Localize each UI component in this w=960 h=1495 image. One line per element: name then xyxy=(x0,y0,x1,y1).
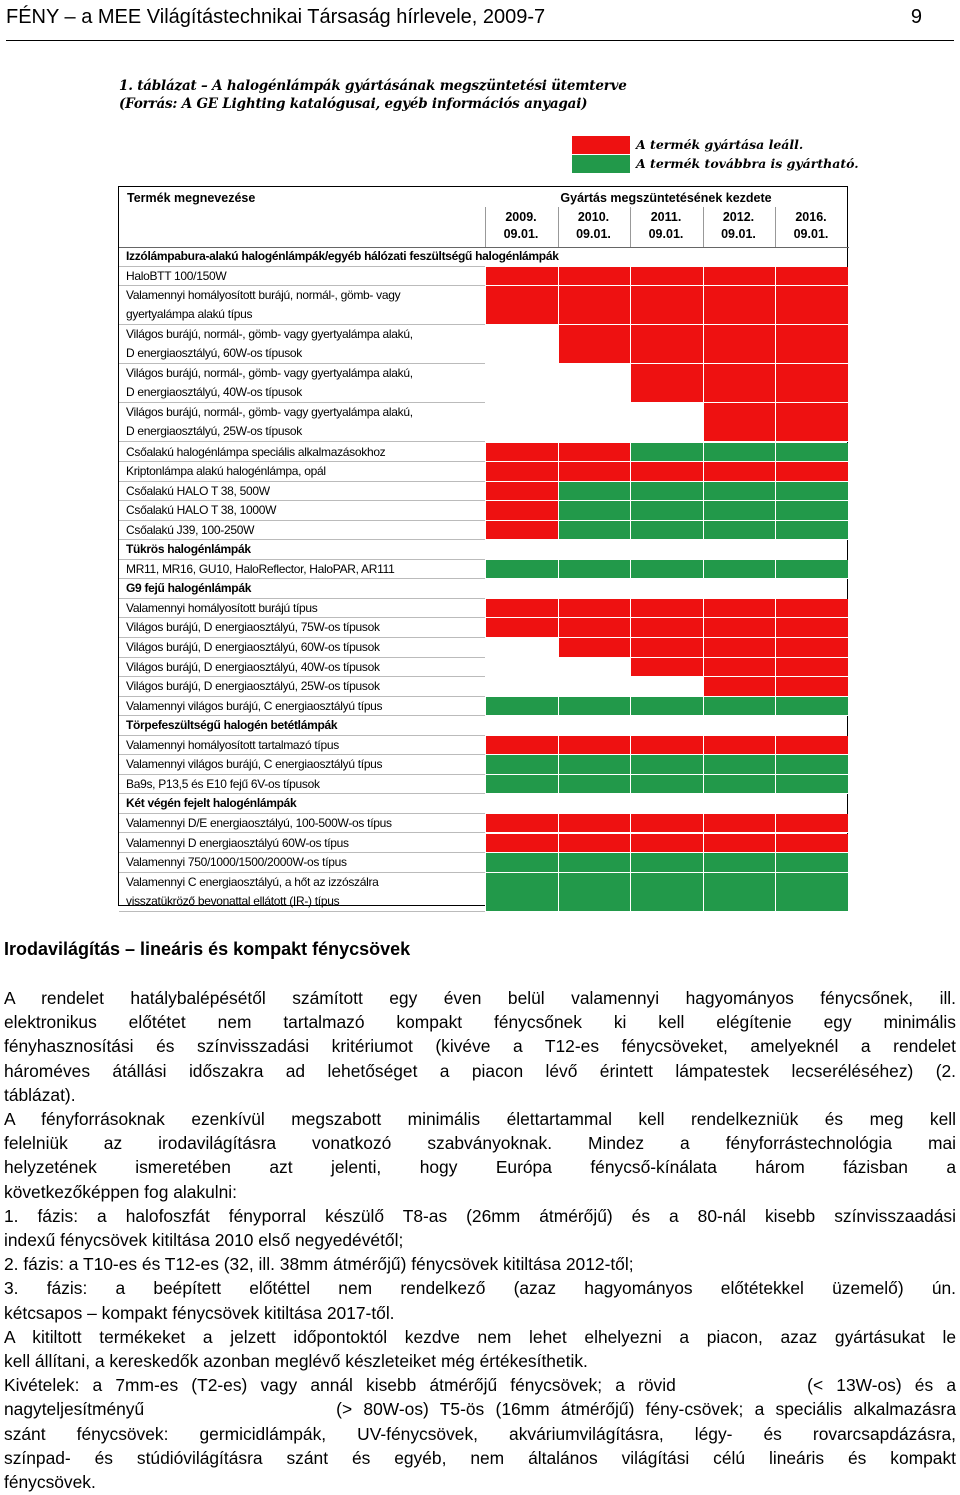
row-label-line: Valamennyi homályosított burájú, normál-, gömb- vagy xyxy=(126,288,401,303)
paragraph-line: Kivételek: a 7mm-es (T2-es) vagy annál kisebb átmérőjű fénycsövek; a rövid (< 13W-os) és a xyxy=(4,1375,956,1396)
row-label xyxy=(126,325,478,364)
phase-out-table xyxy=(118,186,848,906)
row-label xyxy=(126,403,478,442)
cell-discontinued xyxy=(703,462,776,482)
row-label xyxy=(126,540,478,560)
cell-discontinued xyxy=(703,286,776,325)
cell-discontinued xyxy=(630,736,703,756)
cell-continued xyxy=(703,853,776,873)
row-label xyxy=(126,579,478,599)
cell-discontinued xyxy=(630,462,703,482)
cell-empty xyxy=(485,325,558,364)
cell-discontinued xyxy=(703,364,776,403)
row-label xyxy=(126,267,478,287)
row-label-line: Valamennyi D energiaosztályú 60W-os típus xyxy=(126,835,349,850)
row-label xyxy=(126,560,478,580)
row-label xyxy=(126,462,478,482)
year-header-line: 2012. xyxy=(722,210,755,224)
row-label-line: Világos burájú, D energiaosztályú, 40W-os típusok xyxy=(126,659,380,674)
paragraph-line: 1. fázis: a halofoszfát fényporral készülő T8-as (26mm átmérőjű) és a 80-nál kisebb színvisszaadási xyxy=(4,1205,956,1226)
cell-discontinued xyxy=(485,521,558,541)
paragraph-line: fényhasznosítási és színvisszadási kritériumot (kivéve a T12-es fénycsöveket, amelyeknél a rendelet xyxy=(4,1036,956,1057)
row-label-line: MR11, MR16, GU10, HaloReflector, HaloPAR, AR111 xyxy=(126,561,395,576)
cell-continued xyxy=(703,560,776,580)
cell-discontinued xyxy=(630,834,703,854)
cell-continued xyxy=(558,482,631,502)
row-label xyxy=(126,736,478,756)
cell-continued xyxy=(703,697,776,717)
table-row xyxy=(119,775,849,795)
row-label xyxy=(126,501,478,521)
table-row xyxy=(119,814,849,834)
cell-discontinued xyxy=(775,267,848,287)
year-header xyxy=(558,209,630,243)
cell-continued xyxy=(630,482,703,502)
paragraph-line: felelniük az irodavilágításra vonatkozó szabványoknak. Mindez a fényforrástechnológia mai xyxy=(4,1133,956,1154)
cell-discontinued xyxy=(630,814,703,834)
row-label xyxy=(126,775,478,795)
row-label xyxy=(126,618,478,638)
cell-discontinued xyxy=(485,286,558,325)
cell-discontinued xyxy=(703,325,776,364)
row-label xyxy=(126,521,478,541)
year-header-line: 2009. xyxy=(505,210,537,224)
row-label-line: Valamennyi világos burájú, C energiaosztályú típus xyxy=(126,757,383,772)
cell-continued xyxy=(703,873,776,912)
year-header xyxy=(703,209,775,243)
cell-discontinued xyxy=(775,618,848,638)
cell-continued xyxy=(630,853,703,873)
paragraph-line: indexű fénycsövek kitiltása 2010 első negyedévétől; xyxy=(4,1229,404,1250)
cell-continued xyxy=(703,501,776,521)
cell-discontinued xyxy=(558,834,631,854)
table-source: (Forrás: A GE Lighting katalógusai, egyéb információs anyagai) xyxy=(119,96,588,112)
cell-discontinued xyxy=(558,638,631,658)
cell-discontinued xyxy=(703,599,776,619)
product-name-header: Termék megnevezése xyxy=(127,191,256,205)
paragraph-line: szánt fénycsövek: germicidlámpák, UV-fénycsövek, akváriumvilágításra, légy- és rovarcsapdázásra, xyxy=(4,1423,956,1444)
cell-discontinued xyxy=(485,736,558,756)
cell-continued xyxy=(775,755,848,775)
year-header-line: 09.01. xyxy=(793,227,829,241)
row-label xyxy=(126,247,559,267)
paragraph-line: kell állítani, a kereskedők azonban meglévő készleteiket még értékesíthetik. xyxy=(4,1350,588,1371)
cell-continued xyxy=(485,755,558,775)
table-row xyxy=(119,853,849,873)
paragraph-line: színpad- és stúdióvilágításra szánt és egyéb, nem általános világítási célú lineáris és kompakt xyxy=(4,1447,956,1468)
newsletter-title: FÉNY – a MEE Világítástechnikai Társaság hírlevele, 2009-7 xyxy=(6,6,546,28)
cell-continued xyxy=(630,755,703,775)
year-header-line: 09.01. xyxy=(503,227,539,241)
cell-continued xyxy=(630,775,703,795)
cell-discontinued xyxy=(485,834,558,854)
row-label-line: Világos burájú, normál-, gömb- vagy gyertyalámpa alakú, xyxy=(126,405,413,420)
year-header-line: 09.01. xyxy=(576,227,611,241)
paragraph-line: 3. fázis: a beépített előtéttel nem rendelkező (azaz hagyományos előtétekkel üzemelő) ún. xyxy=(4,1278,956,1299)
cell-discontinued xyxy=(630,618,703,638)
row-label xyxy=(126,814,478,834)
cell-discontinued xyxy=(485,618,558,638)
paragraph xyxy=(4,1204,956,1252)
cell-discontinued xyxy=(703,658,776,678)
row-label-line: D energiaosztályú, 25W-os típusok xyxy=(126,424,302,439)
year-header xyxy=(775,209,847,243)
paragraph-line: fénycsövek. xyxy=(4,1471,96,1492)
cell-empty xyxy=(485,403,558,442)
row-label xyxy=(126,482,478,502)
cell-continued xyxy=(775,482,848,502)
cell-continued xyxy=(558,755,631,775)
page-header xyxy=(6,2,954,41)
table-row xyxy=(119,560,849,580)
cell-continued xyxy=(485,853,558,873)
cell-continued xyxy=(703,775,776,795)
cell-discontinued xyxy=(558,599,631,619)
year-header xyxy=(485,209,557,243)
cell-discontinued xyxy=(703,638,776,658)
row-label-line: HaloBTT 100/150W xyxy=(126,268,227,283)
row-label-line: Kriptonlámpa alakú halogénlámpa, opál xyxy=(126,464,326,479)
legend-swatch xyxy=(572,136,630,154)
cell-discontinued xyxy=(775,658,848,678)
table-row xyxy=(119,501,849,521)
table-row xyxy=(119,325,849,364)
row-label xyxy=(126,599,478,619)
row-label-line: Valamennyi D/E energiaosztályú, 100-500W-os típus xyxy=(126,815,392,830)
cell-discontinued xyxy=(485,599,558,619)
table-section-row xyxy=(119,540,849,560)
cell-discontinued xyxy=(775,325,848,364)
cell-discontinued xyxy=(775,677,848,697)
cell-continued xyxy=(775,775,848,795)
paragraph-line: kétcsapos – kompakt fénycsövek kitiltása 2017-től. xyxy=(4,1302,395,1323)
cell-discontinued xyxy=(630,267,703,287)
cell-continued xyxy=(630,521,703,541)
legend-label: A termék gyártása leáll. xyxy=(636,137,804,152)
paragraph xyxy=(4,986,956,1107)
cell-continued xyxy=(485,873,558,912)
table-caption: 1. táblázat – A halogénlámpák gyártásának megszüntetési ütemterve xyxy=(119,78,627,94)
row-label-line: Csőalakú J39, 100-250W xyxy=(126,522,255,537)
cell-continued xyxy=(485,560,558,580)
row-label xyxy=(126,677,478,697)
cell-discontinued xyxy=(775,403,848,442)
cell-discontinued xyxy=(630,638,703,658)
table-row xyxy=(119,834,849,854)
cell-discontinued xyxy=(558,443,631,463)
cell-continued xyxy=(775,853,848,873)
cell-continued xyxy=(630,443,703,463)
cell-discontinued xyxy=(558,286,631,325)
cell-discontinued xyxy=(703,677,776,697)
paragraph-line: 2. fázis: a T10-es és T12-es (32, ill. 38mm átmérőjű) fénycsövek kitiltása 2012-től; xyxy=(4,1254,634,1275)
row-label xyxy=(126,638,478,658)
cell-continued xyxy=(775,443,848,463)
cell-empty xyxy=(630,403,703,442)
row-label-line: Ba9s, P13,5 és E10 fejű 6V-os típusok xyxy=(126,776,320,791)
cell-continued xyxy=(485,775,558,795)
row-label-line: Valamennyi C energiaosztályú, a hőt az izzószálra xyxy=(126,874,379,889)
paragraph-line: helyzetének ismeretében azt jelenti, hogy Európa fénycső-kínálata három fázisban a xyxy=(4,1157,956,1178)
row-label xyxy=(126,853,478,873)
row-label-line: G9 fejű halogénlámpák xyxy=(126,581,252,596)
row-label xyxy=(126,873,478,912)
row-label-line: visszatükröző bevonattal ellátott (IR-) típus xyxy=(126,893,340,908)
paragraph-line: A rendelet hatálybalépésétől számított egy éven belül valamennyi hagyományos fénycsőnek, ill. xyxy=(4,988,956,1008)
cell-discontinued xyxy=(485,267,558,287)
cell-discontinued xyxy=(775,462,848,482)
paragraph-line: nagyteljesítményű (> 80W-os) T5-ös (16mm átmérőjű) fény-csövek; a speciális alkalmazásra xyxy=(4,1399,956,1420)
cell-empty xyxy=(485,364,558,403)
table-row xyxy=(119,403,849,442)
production-end-header: Gyártás megszüntetésének kezdete xyxy=(560,191,772,205)
cell-discontinued xyxy=(775,736,848,756)
cell-discontinued xyxy=(558,618,631,638)
cell-discontinued xyxy=(703,618,776,638)
row-label xyxy=(126,364,478,403)
paragraph-line: A fényforrásoknak ezenkívül megszabott minimális élettartammal kell rendelkezniük és meg kell xyxy=(4,1109,956,1129)
cell-empty xyxy=(558,677,631,697)
cell-continued xyxy=(775,521,848,541)
year-header-line: 09.01. xyxy=(721,227,756,241)
row-label xyxy=(126,658,478,678)
cell-discontinued xyxy=(485,482,558,502)
cell-discontinued xyxy=(703,814,776,834)
cell-discontinued xyxy=(775,599,848,619)
row-label-line: Valamennyi 750/1000/1500/2000W-os típus xyxy=(126,855,347,870)
cell-continued xyxy=(558,501,631,521)
year-header-line: 2016. xyxy=(795,210,827,224)
row-label-line: Csőalakú HALO T 38, 1000W xyxy=(126,503,277,518)
table-row xyxy=(119,521,849,541)
cell-continued xyxy=(775,501,848,521)
cell-empty xyxy=(630,677,703,697)
table-row xyxy=(119,736,849,756)
row-label-line: Két végén fejelt halogénlámpák xyxy=(126,796,297,811)
table-section-row xyxy=(119,247,849,267)
cell-discontinued xyxy=(630,599,703,619)
paragraph-line: táblázat). xyxy=(4,1084,76,1105)
table-row xyxy=(119,286,849,325)
table-row xyxy=(119,755,849,775)
row-label-line: Csőalakú halogénlámpa speciális alkalmazásokhoz xyxy=(126,444,386,459)
paragraph-line: következőképpen fog alakulni: xyxy=(4,1181,237,1202)
row-label xyxy=(126,755,478,775)
paragraph-line: hároméves átállási időszakra ad lehetőséget a piacon lévő érintett lámpatestek lecseréléséhez) (2. xyxy=(4,1060,956,1081)
cell-discontinued xyxy=(775,638,848,658)
legend-label: A termék továbbra is gyártható. xyxy=(636,156,859,171)
table-row xyxy=(119,677,849,697)
cell-discontinued xyxy=(630,364,703,403)
row-label-line: Tükrös halogénlámpák xyxy=(126,542,251,557)
table-row xyxy=(119,364,849,403)
year-header-line: 2011. xyxy=(650,210,682,224)
cell-continued xyxy=(558,853,631,873)
year-header xyxy=(630,209,702,243)
cell-empty xyxy=(558,658,631,678)
table-row xyxy=(119,618,849,638)
cell-empty xyxy=(558,403,631,442)
row-label-line: D energiaosztályú, 60W-os típusok xyxy=(126,346,302,361)
row-label-line: Világos burájú, D energiaosztályú, 60W-os típusok xyxy=(126,640,380,654)
table-row xyxy=(119,638,849,658)
cell-continued xyxy=(558,521,631,541)
table-header xyxy=(119,187,849,248)
cell-continued xyxy=(703,755,776,775)
cell-continued xyxy=(485,697,558,717)
row-label-line: Világos burájú, D energiaosztályú, 75W-os típusok xyxy=(126,620,380,635)
paragraph xyxy=(4,1107,956,1204)
cell-discontinued xyxy=(703,736,776,756)
cell-discontinued xyxy=(630,658,703,678)
row-label-line: Világos burájú, normál-, gömb- vagy gyertyalámpa alakú, xyxy=(126,327,413,342)
table-row xyxy=(119,599,849,619)
cell-continued xyxy=(775,560,848,580)
paragraph xyxy=(4,1276,956,1324)
row-label-line: D energiaosztályú, 40W-os típusok xyxy=(126,385,302,400)
year-header-line: 2010. xyxy=(577,210,610,224)
cell-discontinued xyxy=(558,462,631,482)
page-number: 9 xyxy=(910,6,922,28)
cell-discontinued xyxy=(485,443,558,463)
cell-discontinued xyxy=(703,403,776,442)
cell-discontinued xyxy=(630,286,703,325)
row-label xyxy=(126,697,478,717)
cell-continued xyxy=(558,560,631,580)
cell-continued xyxy=(630,697,703,717)
legend-swatch xyxy=(572,155,630,173)
cell-discontinued xyxy=(558,267,631,287)
row-label-line: Világos burájú, normál-, gömb- vagy gyertyalámpa alakú, xyxy=(126,366,413,381)
table-section-row xyxy=(119,716,849,736)
cell-continued xyxy=(558,775,631,795)
cell-continued xyxy=(558,697,631,717)
year-header-line: 09.01. xyxy=(648,227,684,241)
cell-continued xyxy=(630,501,703,521)
cell-continued xyxy=(630,560,703,580)
paragraph xyxy=(4,1252,956,1276)
table-section-row xyxy=(119,579,849,599)
cell-empty xyxy=(485,638,558,658)
cell-discontinued xyxy=(775,814,848,834)
row-label-line: Valamennyi homályosított tartalmazó típus xyxy=(126,737,339,752)
table-section-row xyxy=(119,794,849,814)
cell-discontinued xyxy=(775,834,848,854)
cell-continued xyxy=(703,482,776,502)
cell-discontinued xyxy=(485,814,558,834)
table-row xyxy=(119,462,849,482)
cell-discontinued xyxy=(485,462,558,482)
cell-empty xyxy=(485,658,558,678)
row-label-line: Valamennyi világos burájú, C energiaosztályú típus xyxy=(126,698,383,713)
cell-continued xyxy=(775,697,848,717)
cell-discontinued xyxy=(558,325,631,364)
row-label xyxy=(126,286,478,325)
cell-discontinued xyxy=(775,364,848,403)
row-label xyxy=(126,443,478,463)
cell-discontinued xyxy=(485,501,558,521)
section-heading: Irodavilágítás – lineáris és kompakt fénycsövek xyxy=(4,939,411,959)
cell-discontinued xyxy=(703,834,776,854)
table-row xyxy=(119,658,849,678)
table-row xyxy=(119,697,849,717)
paragraph-line: A kitiltott termékeket a jelzett időpontoktól kezdve nem lehet elhelyezni a piacon, azaz gyártásukat le xyxy=(4,1326,956,1347)
row-label-line: Törpefeszültségű halogén betétlámpák xyxy=(126,718,338,733)
row-label xyxy=(126,794,478,814)
row-label-line: gyertyalámpa alakú típus xyxy=(126,307,253,322)
row-label-line: Valamennyi homályosított burájú típus xyxy=(126,600,318,615)
row-label xyxy=(126,834,478,854)
cell-discontinued xyxy=(558,736,631,756)
cell-continued xyxy=(703,521,776,541)
table-row xyxy=(119,267,849,287)
cell-continued xyxy=(703,443,776,463)
cell-discontinued xyxy=(630,325,703,364)
cell-empty xyxy=(558,364,631,403)
cell-empty xyxy=(485,677,558,697)
row-label-line: Csőalakú HALO T 38, 500W xyxy=(126,483,270,498)
table-row xyxy=(119,873,849,912)
cell-continued xyxy=(630,873,703,912)
table-row xyxy=(119,443,849,463)
row-label xyxy=(126,716,478,736)
row-label-line: Világos burájú, D energiaosztályú, 25W-os típusok xyxy=(126,679,380,694)
paragraph xyxy=(4,1373,956,1494)
row-label-line: Izzólámpabura-alakú halogénlámpák/egyéb hálózati feszültségű halogénlámpák xyxy=(126,249,559,263)
table-row xyxy=(119,482,849,502)
paragraph-line: elektronikus előtétet nem tartalmazó kompakt fénycsőnek ki kell elégítenie egy minimális xyxy=(4,1012,956,1033)
cell-discontinued xyxy=(703,267,776,287)
cell-continued xyxy=(775,873,848,912)
cell-discontinued xyxy=(775,286,848,325)
cell-discontinued xyxy=(558,814,631,834)
cell-continued xyxy=(558,873,631,912)
paragraph xyxy=(4,1325,956,1373)
